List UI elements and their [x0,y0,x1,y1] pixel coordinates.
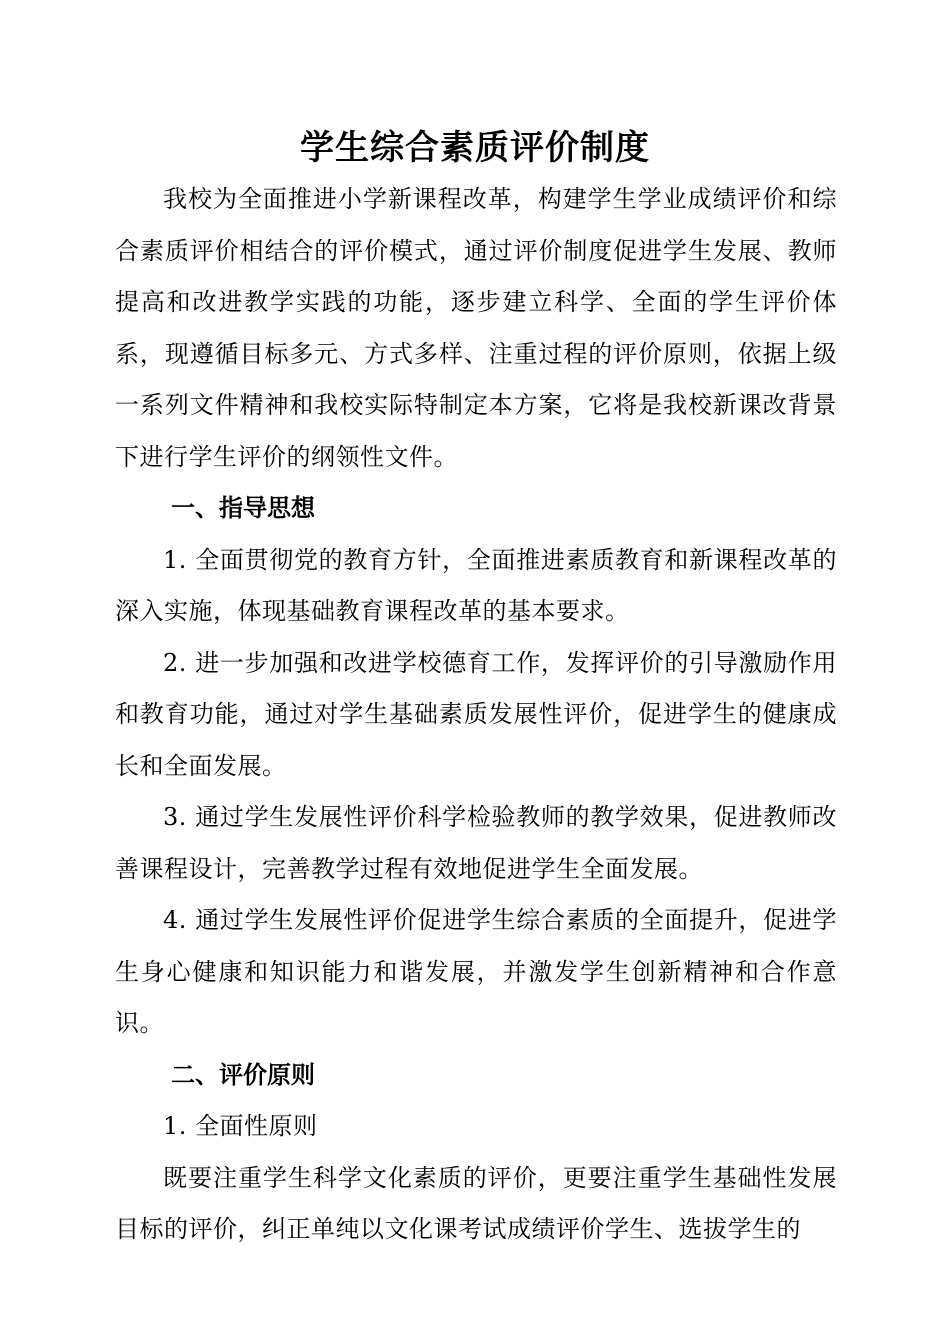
principle-1-text: 既要注重学生科学文化素质的评价，更要注重学生基础性发展目标的评价，纠正单纯以文化课考试成绩评价学生、选拔学生的 [115,1163,837,1243]
guiding-item-3: 3. 通过学生发展性评价科学检验教师的教学效果，促进教师改善课程设计，完善教学过程有效地促进学生全面发展。 [115,803,837,883]
document-body [115,174,837,1256]
principle-1-title: 1. 全面性原则 [163,1112,318,1140]
guiding-item-4: 4. 通过学生发展性评价促进学生综合素质的全面提升，促进学生身心健康和知识能力和谐发展，并激发学生创新精神和合作意识。 [115,906,837,1037]
guiding-item-1: 1. 全面贯彻党的教育方针，全面推进素质教育和新课程改革的深入实施，体现基础教育课程改革的基本要求。 [115,545,837,625]
intro-paragraph: 我校为全面推进小学新课程改革，构建学生学业成绩评价和综合素质评价相结合的评价模式，通过评价制度促进学生发展、教师提高和改进教学实践的功能，逐步建立科学、全面的学生评价体系，现遵循目标多元、方式多样、注重过程的评价原则，依据上级一系列文件精神和我校实际特制定本方案，它将是我校新课改背景下进行学生评价的纲领性文件。 [115,185,837,471]
section-heading-guiding-ideology: 一、指导思想 [171,494,315,522]
guiding-item-2: 2. 进一步加强和改进学校德育工作，发挥评价的引导激励作用和教育功能，通过对学生基础素质发展性评价，促进学生的健康成长和全面发展。 [115,648,837,780]
section-heading-evaluation-principles: 二、评价原则 [171,1060,315,1089]
document-title: 学生综合素质评价制度 [300,128,650,168]
